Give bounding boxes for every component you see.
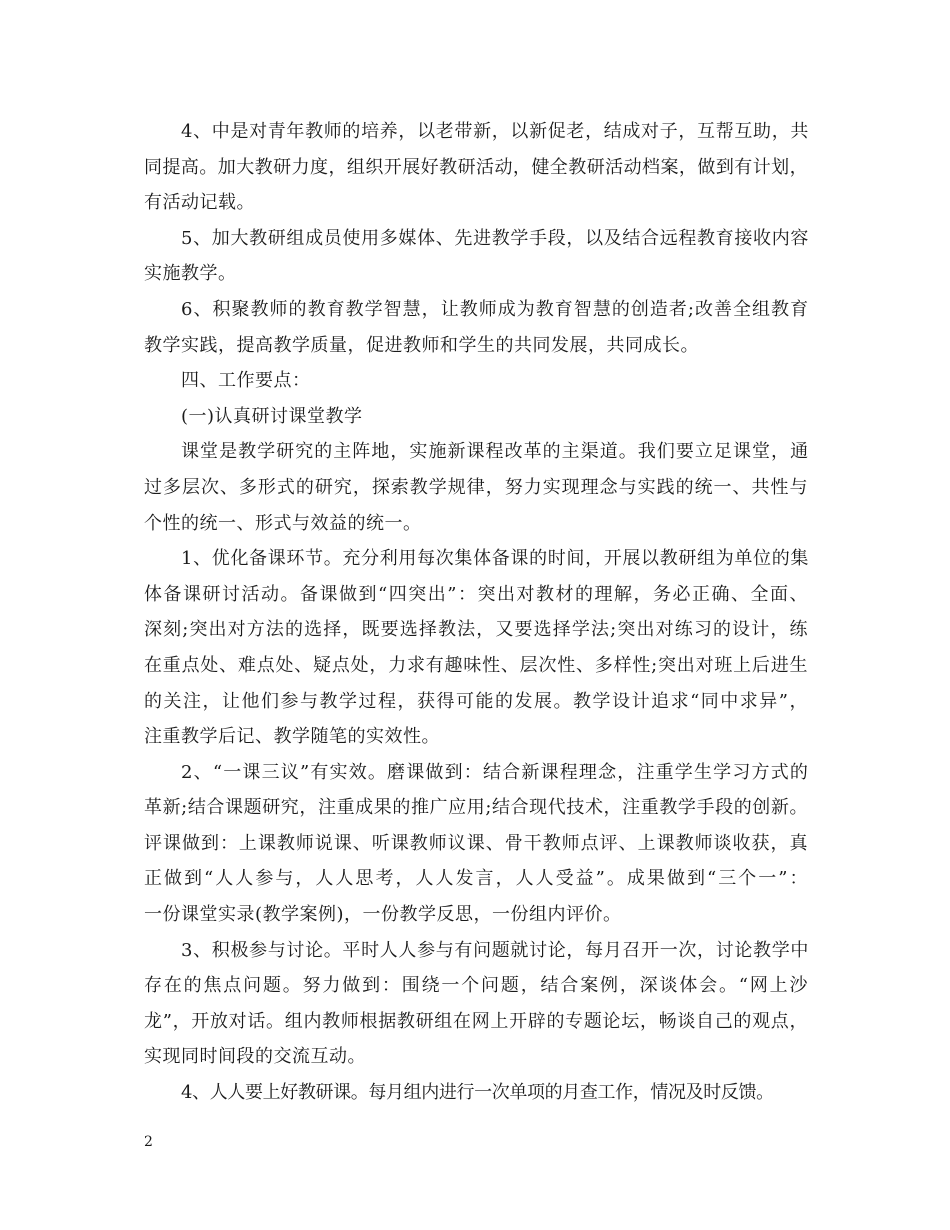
paragraph-line: 体备课研讨活动。备课做到“四突出”：突出对教材的理解，务必正确、全面、 bbox=[144, 583, 808, 605]
paragraph bbox=[144, 933, 808, 1075]
paragraph bbox=[144, 292, 808, 363]
paragraph-line: 深刻;突出对方法的选择，既要选择教法，又要选择学法;突出对练习的设计，练 bbox=[144, 619, 808, 641]
paragraph-line: 4、人人要上好教研课。每月组内进行一次单项的月查工作，情况及时反馈。 bbox=[181, 1082, 774, 1104]
paragraph-line: 的关注，让他们参与教学过程，获得可能的发展。教学设计追求“同中求异”， bbox=[144, 690, 808, 712]
paragraph bbox=[144, 363, 808, 399]
paragraph bbox=[144, 1075, 808, 1111]
paragraph-line: 正做到“人人参与，人人思考，人人发言，人人受益”。成果做到“三个一”： bbox=[144, 868, 808, 890]
page-number: 2 bbox=[144, 1134, 153, 1150]
paragraph-line: 革新;结合课题研究，注重成果的推广应用;结合现代技术，注重教学手段的创新。 bbox=[144, 797, 808, 819]
paragraph-line: 5、加大教研组成员使用多媒体、先进教学手段，以及结合远程教育接收内容 bbox=[181, 227, 808, 249]
paragraph-line: 在重点处、难点处、疑点处，力求有趣味性、层次性、多样性;突出对班上后进生 bbox=[144, 654, 808, 676]
paragraph-line: 有活动记载。 bbox=[144, 192, 255, 214]
paragraph-line: 存在的焦点问题。努力做到：围绕一个问题，结合案例，深谈体会。“网上沙 bbox=[144, 975, 808, 997]
paragraph-line: 6、积聚教师的教育教学智慧，让教师成为教育智慧的创造者;改善全组教育 bbox=[181, 298, 808, 320]
paragraph-line: (一)认真研讨课堂教学 bbox=[181, 405, 363, 427]
paragraph-line: 实施教学。 bbox=[144, 263, 237, 285]
document-body bbox=[144, 114, 808, 1111]
paragraph bbox=[144, 114, 808, 221]
paragraph bbox=[144, 221, 808, 292]
paragraph-line: 实现同时间段的交流互动。 bbox=[144, 1046, 366, 1068]
paragraph-line: 注重教学后记、教学随笔的实效性。 bbox=[144, 726, 440, 748]
paragraph-line: 1、优化备课环节。充分利用每次集体备课的时间，开展以教研组为单位的集 bbox=[181, 548, 808, 570]
paragraph-line: 评课做到：上课教师说课、听课教师议课、骨干教师点评、上课教师谈收获，真 bbox=[144, 832, 808, 854]
paragraph bbox=[144, 399, 808, 435]
paragraph-line: 3、积极参与讨论。平时人人参与有问题就讨论，每月召开一次，讨论教学中 bbox=[181, 939, 808, 961]
paragraph bbox=[144, 434, 808, 541]
paragraph-line: 一份课堂实录(教学案例)，一份教学反思，一份组内评价。 bbox=[144, 904, 622, 926]
paragraph bbox=[144, 755, 808, 933]
paragraph-line: 个性的统一、形式与效益的统一。 bbox=[144, 512, 422, 534]
paragraph-line: 教学实践，提高教学质量，促进教师和学生的共同发展，共同成长。 bbox=[144, 334, 699, 356]
paragraph-line: 课堂是教学研究的主阵地，实施新课程改革的主渠道。我们要立足课堂，通 bbox=[181, 441, 808, 463]
paragraph-line: 2、“一课三议”有实效。磨课做到：结合新课程理念，注重学生学习方式的 bbox=[181, 761, 808, 783]
paragraph-line: 龙”，开放对话。组内教师根据教研组在网上开辟的专题论坛，畅谈自己的观点， bbox=[144, 1010, 808, 1032]
paragraph-line: 过多层次、多形式的研究，探索教学规律，努力实现理念与实践的统一、共性与 bbox=[144, 476, 808, 498]
paragraph-line: 4、中是对青年教师的培养，以老带新，以新促老，结成对子，互帮互助，共 bbox=[181, 121, 808, 142]
paragraph bbox=[144, 541, 808, 755]
paragraph-line: 同提高。加大教研力度，组织开展好教研活动，健全教研活动档案，做到有计划， bbox=[144, 156, 809, 178]
paragraph-line: 四、工作要点： bbox=[181, 370, 311, 392]
